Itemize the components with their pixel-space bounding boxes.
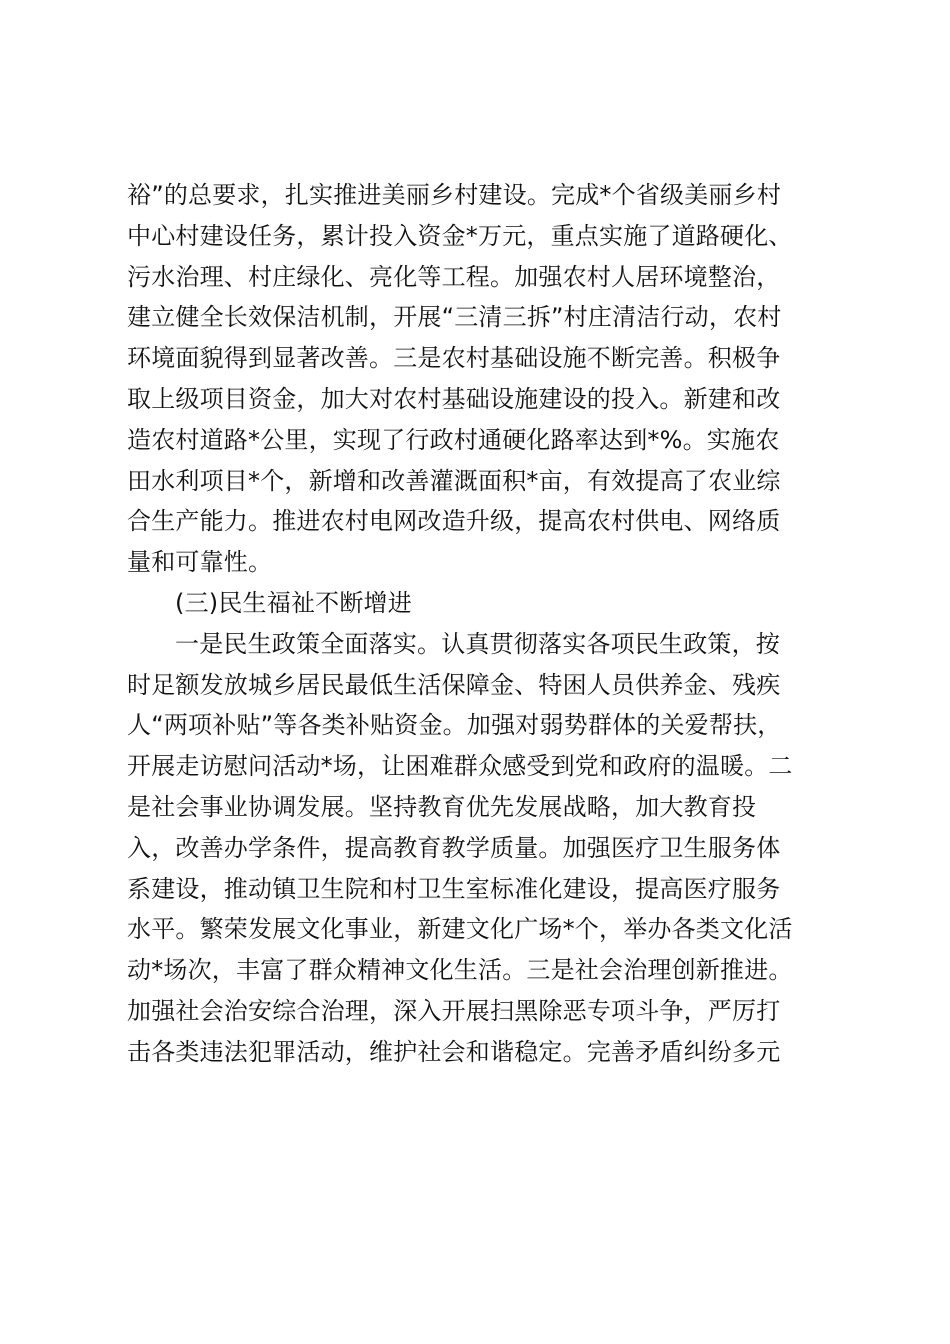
text-line: 是社会事业协调发展。坚持教育优先发展战略，加大教育投 [127, 792, 757, 821]
body-text [127, 175, 827, 1073]
text-line: 开展走访慰问活动*场，让困难群众感受到党和政府的温暖。二 [127, 752, 793, 781]
text-line: 建立健全长效保洁机制，开展“三清三拆”村庄清洁行动，农村 [127, 303, 782, 332]
text-line: 取上级项目资金，加大对农村基础设施建设的投入。新建和改 [127, 384, 781, 413]
text-line: 击各类违法犯罪活动，维护社会和谐稳定。完善矛盾纠纷多元 [127, 1037, 781, 1066]
text-line: 入，改善办学条件，提高教育教学质量。加强医疗卫生服务体 [127, 833, 781, 862]
text-line: 水平。繁荣发展文化事业，新建文化广场*个，举办各类文化活 [127, 915, 793, 944]
text-line: 裕”的总要求，扎实推进美丽乡村建设。完成*个省级美丽乡村 [127, 181, 782, 209]
paragraph-first-line: 一是民生政策全面落实。认真贯彻落实各项民生政策，按 [175, 629, 780, 658]
text-line: 量和可靠性。 [127, 548, 273, 577]
text-line: 动*场次，丰富了群众精神文化生活。三是社会治理创新推进。 [127, 956, 793, 985]
section-heading: (三)民生福祉不断增进 [175, 588, 412, 617]
text-line: 环境面貌得到显著改善。三是农村基础设施不断完善。积极争 [127, 344, 781, 373]
text-line: 合生产能力。推进农村电网改造升级，提高农村供电、网络质 [127, 507, 781, 536]
text-line: 加强社会治安综合治理，深入开展扫黑除恶专项斗争，严厉打 [127, 996, 781, 1025]
text-line: 污水治理、村庄绿化、亮化等工程。加强农村人居环境整治， [127, 262, 781, 291]
text-line: 造农村道路*公里，实现了行政村通硬化路率达到*%。实施农 [127, 425, 780, 454]
text-line: 人“两项补贴”等各类补贴资金。加强对弱势群体的关爱帮扶， [127, 711, 782, 740]
text-line: 系建设，推动镇卫生院和村卫生室标准化建设，提高医疗服务 [127, 874, 781, 903]
text-line: 时足额发放城乡居民最低生活保障金、特困人员供养金、残疾 [127, 670, 781, 699]
text-line: 中心村建设任务，累计投入资金*万元，重点实施了道路硬化、 [127, 221, 793, 250]
text-line: 田水利项目*个，新增和改善灌溉面积*亩，有效提高了农业综 [127, 466, 781, 495]
